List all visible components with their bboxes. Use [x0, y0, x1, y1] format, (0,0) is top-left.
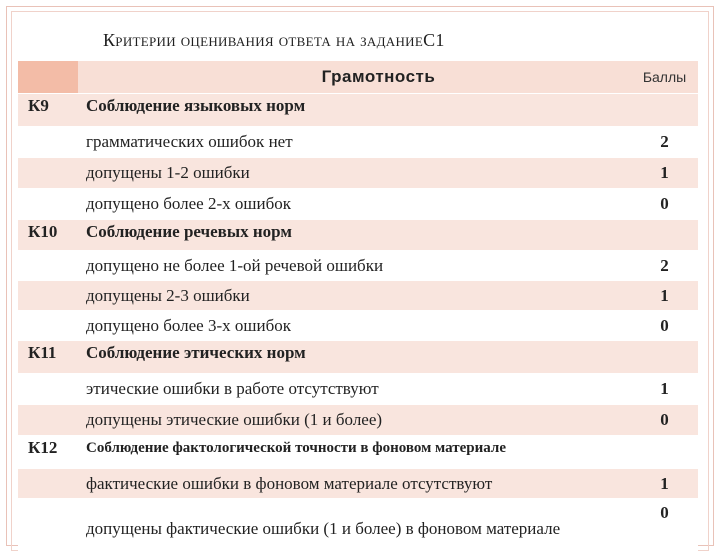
option-text: грамматических ошибок нет [86, 127, 631, 158]
criteria-table [18, 60, 698, 559]
criterion-row-k9 [18, 94, 698, 127]
option-row [18, 158, 698, 189]
option-score: 0 [631, 311, 698, 341]
option-row [18, 405, 698, 436]
score-column-header: Баллы [631, 61, 698, 94]
option-text: допущены 1-2 ошибки [86, 158, 631, 189]
option-score: 0 [631, 499, 698, 559]
option-row [18, 469, 698, 499]
option-text: этические ошибки в работе отсутствуют [86, 374, 631, 405]
option-score: 0 [631, 405, 698, 436]
slide-title: Критерии оценивания ответа на заданиеС1 [103, 30, 445, 50]
criterion-name: Соблюдение этических норм [86, 341, 631, 374]
option-row [18, 127, 698, 158]
option-score: 1 [631, 469, 698, 499]
option-row [18, 311, 698, 341]
criterion-name: Соблюдение фактологической точности в фоновом материале [86, 436, 631, 469]
header-corner-cell [18, 61, 78, 94]
criterion-code: К11 [18, 341, 78, 374]
option-row [18, 281, 698, 311]
option-text: допущено более 3-х ошибок [86, 311, 631, 341]
criterion-code: К10 [18, 220, 78, 251]
option-score: 1 [631, 158, 698, 189]
option-score: 1 [631, 374, 698, 405]
option-row [18, 374, 698, 405]
option-text: допущены фактические ошибки (1 и более) в фоновом материале [86, 499, 631, 559]
option-text: фактические ошибки в фоновом материале отсутствуют [86, 469, 631, 499]
criterion-row-k10 [18, 220, 698, 251]
option-score: 1 [631, 281, 698, 311]
option-text: допущены 2-3 ошибки [86, 281, 631, 311]
option-text: допущено не более 1-ой речевой ошибки [86, 251, 631, 281]
criterion-name: Соблюдение речевых норм [86, 220, 631, 251]
option-text: допущено более 2-х ошибок [86, 189, 631, 220]
option-row [18, 189, 698, 220]
option-row [18, 251, 698, 281]
section-title: Грамотность [86, 61, 631, 94]
criterion-name: Соблюдение языковых норм [86, 94, 631, 127]
criterion-code: К9 [18, 94, 78, 127]
option-row [18, 499, 698, 559]
criterion-row-k12 [18, 436, 698, 469]
option-score: 2 [631, 127, 698, 158]
option-score: 0 [631, 189, 698, 220]
option-score: 2 [631, 251, 698, 281]
table-header-row [18, 61, 698, 94]
criterion-row-k11 [18, 341, 698, 374]
criterion-code: К12 [18, 436, 78, 469]
option-text: допущены этические ошибки (1 и более) [86, 405, 631, 436]
